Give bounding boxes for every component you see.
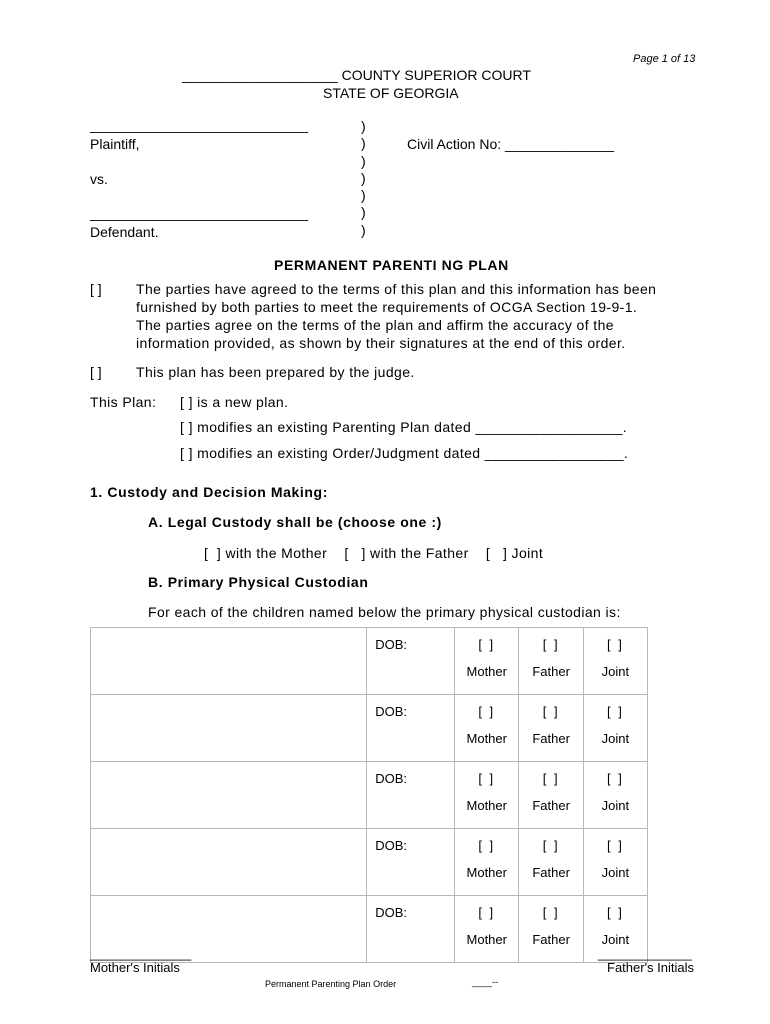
joint-option-cell[interactable]: [583, 762, 647, 829]
father-option-cell[interactable]: [519, 695, 583, 762]
child-name-cell[interactable]: [91, 829, 367, 896]
mother-option-cell[interactable]: [455, 762, 519, 829]
mother-checkbox[interactable]: [ ]: [478, 637, 496, 652]
child-name-cell[interactable]: [91, 695, 367, 762]
father-label: Father: [532, 865, 570, 880]
page-indicator: Page 1 of 13: [633, 53, 696, 65]
this-plan-label: This Plan:: [90, 394, 157, 410]
plaintiff-label: Plaintiff,: [90, 136, 140, 152]
mother-label: Mother: [466, 664, 507, 679]
child-dob-cell[interactable]: [367, 695, 455, 762]
judge-checkbox[interactable]: [ ]: [90, 364, 102, 380]
father-checkbox[interactable]: [ ]: [542, 704, 560, 719]
mother-label: Mother: [466, 731, 507, 746]
defendant-blank: ____________________________: [90, 205, 309, 221]
physical-custodian-heading: B. Primary Physical Custodian: [148, 574, 369, 590]
civil-action-number: Civil Action No: ______________: [407, 136, 615, 152]
father-checkbox[interactable]: [ ]: [542, 838, 560, 853]
joint-label: Joint: [601, 798, 630, 813]
father-initials-label: Father's Initials: [607, 960, 695, 975]
joint-label: Joint: [601, 865, 630, 880]
child-row: [91, 829, 648, 896]
paren: ): [361, 204, 366, 221]
footer-form-title: Permanent Parenting Plan Order: [265, 979, 397, 989]
father-option-cell[interactable]: [519, 628, 583, 695]
joint-checkbox[interactable]: [ ]: [606, 771, 624, 786]
physical-custodian-intro: For each of the children named below the primary physical custodian is:: [148, 604, 621, 620]
legal-custody-heading: A. Legal Custody shall be (choose one :): [148, 514, 442, 530]
agreement-paragraph: [136, 280, 656, 352]
dob-label: DOB:: [375, 771, 408, 786]
father-option-cell[interactable]: [519, 762, 583, 829]
dob-label: DOB:: [375, 704, 408, 719]
child-dob-cell[interactable]: [367, 628, 455, 695]
plan-option-new[interactable]: [ ] is a new plan.: [180, 394, 289, 410]
father-label: Father: [532, 798, 570, 813]
judge-option-text: This plan has been prepared by the judge.: [136, 364, 415, 380]
vs-label: vs.: [90, 171, 108, 187]
dob-label: DOB:: [375, 905, 408, 920]
father-label: Father: [532, 731, 570, 746]
court-name-line: ____________________ COUNTY SUPERIOR COURT: [182, 67, 531, 83]
paren: ): [361, 187, 366, 204]
child-name-cell[interactable]: [91, 762, 367, 829]
joint-label: Joint: [601, 731, 630, 746]
father-option-cell[interactable]: [519, 829, 583, 896]
state-line: STATE OF GEORGIA: [323, 85, 459, 101]
children-custody-table: [90, 627, 648, 963]
child-dob-cell[interactable]: [367, 762, 455, 829]
paren: ): [361, 135, 366, 152]
mother-checkbox[interactable]: [ ]: [478, 771, 496, 786]
defendant-label: Defendant.: [90, 224, 159, 240]
paren: ): [361, 169, 366, 186]
joint-option-cell[interactable]: [583, 695, 647, 762]
dob-label: DOB:: [375, 637, 408, 652]
joint-checkbox[interactable]: [ ]: [606, 905, 624, 920]
plan-option-modify-order[interactable]: [ ] modifies an existing Order/Judgment dated _________________.: [180, 445, 629, 461]
mother-option-cell[interactable]: [455, 628, 519, 695]
agreement-line: furnished by both parties to meet the requirements of OCGA Section 19-9-1.: [136, 299, 638, 315]
mother-option-cell[interactable]: [455, 695, 519, 762]
child-row: [91, 762, 648, 829]
mother-initials-label: Mother's Initials: [90, 960, 180, 975]
father-checkbox[interactable]: [ ]: [542, 905, 560, 920]
joint-option-cell[interactable]: [583, 829, 647, 896]
father-checkbox[interactable]: [ ]: [542, 771, 560, 786]
joint-label: Joint: [601, 932, 630, 947]
footer-page-mark: ____--: [472, 977, 499, 987]
plaintiff-blank: ____________________________: [90, 117, 309, 133]
child-dob-cell[interactable]: [367, 829, 455, 896]
mother-checkbox[interactable]: [ ]: [478, 838, 496, 853]
father-label: Father: [532, 932, 570, 947]
caption-parens: [361, 118, 371, 239]
agreement-checkbox[interactable]: [ ]: [90, 281, 102, 297]
section1-heading: 1. Custody and Decision Making:: [90, 484, 328, 500]
child-row: [91, 695, 648, 762]
agreement-line: The parties have agreed to the terms of this plan and this information has been: [136, 281, 657, 297]
mother-label: Mother: [466, 865, 507, 880]
father-option-cell[interactable]: [519, 896, 583, 963]
dob-label: DOB:: [375, 838, 408, 853]
father-initials-line[interactable]: _____________: [598, 946, 692, 961]
agreement-line: The parties agree on the terms of the plan and affirm the accuracy of the: [136, 317, 614, 333]
father-checkbox[interactable]: [ ]: [542, 637, 560, 652]
mother-option-cell[interactable]: [455, 896, 519, 963]
joint-label: Joint: [601, 664, 630, 679]
plan-option-modify-plan[interactable]: [ ] modifies an existing Parenting Plan dated __________________.: [180, 419, 628, 435]
paren: ): [361, 221, 366, 238]
father-label: Father: [532, 664, 570, 679]
mother-label: Mother: [466, 932, 507, 947]
document-title: PERMANENT PARENTI NG PLAN: [274, 257, 509, 273]
joint-checkbox[interactable]: [ ]: [606, 838, 624, 853]
paren: ): [361, 152, 366, 169]
child-row: [91, 628, 648, 695]
mother-label: Mother: [466, 798, 507, 813]
legal-custody-options[interactable]: [ ] with the Mother [ ] with the Father [ ] Joint: [204, 545, 544, 561]
joint-checkbox[interactable]: [ ]: [606, 637, 624, 652]
agreement-line: information provided, as shown by their signatures at the end of this order.: [136, 335, 626, 351]
mother-checkbox[interactable]: [ ]: [478, 704, 496, 719]
joint-option-cell[interactable]: [583, 628, 647, 695]
mother-option-cell[interactable]: [455, 829, 519, 896]
child-name-cell[interactable]: [91, 628, 367, 695]
child-dob-cell[interactable]: [367, 896, 455, 963]
joint-checkbox[interactable]: [ ]: [606, 704, 624, 719]
paren: ): [361, 118, 366, 134]
mother-checkbox[interactable]: [ ]: [478, 905, 496, 920]
mother-initials-line[interactable]: ______________: [90, 946, 192, 961]
